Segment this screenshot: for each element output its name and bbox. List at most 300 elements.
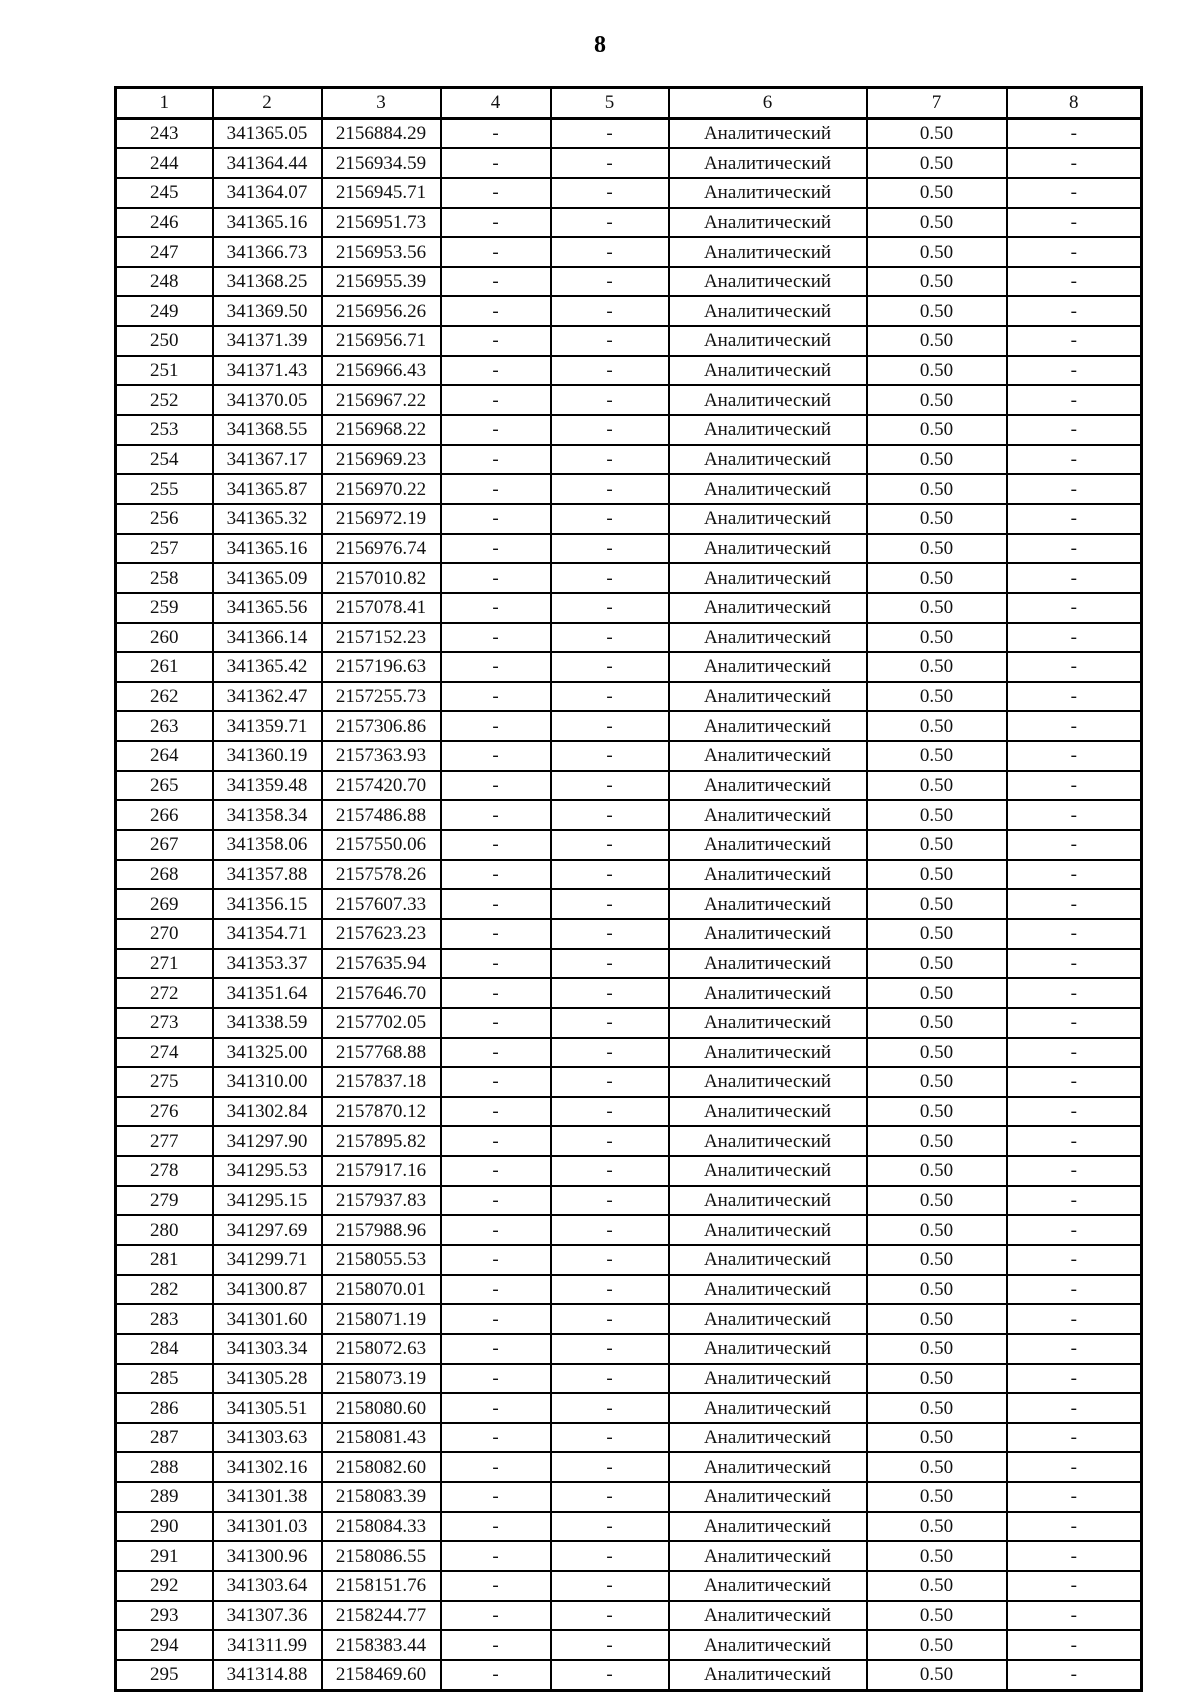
cell-col-4: - bbox=[441, 148, 551, 178]
cell-col-5: - bbox=[551, 445, 669, 475]
cell-method: Аналитический bbox=[669, 1126, 867, 1156]
cell-col-5: - bbox=[551, 1126, 669, 1156]
cell-col-4: - bbox=[441, 1571, 551, 1601]
cell-col-4: - bbox=[441, 1630, 551, 1660]
cell-col-8: - bbox=[1007, 1097, 1142, 1127]
table-header-row bbox=[116, 88, 1142, 119]
cell-x-coordinate: 341305.51 bbox=[213, 1393, 322, 1423]
coordinates-table bbox=[114, 86, 1143, 1692]
cell-col-5: - bbox=[551, 563, 669, 593]
cell-x-coordinate: 341366.73 bbox=[213, 237, 322, 267]
cell-method: Аналитический bbox=[669, 771, 867, 801]
cell-accuracy: 0.50 bbox=[867, 1215, 1007, 1245]
cell-accuracy: 0.50 bbox=[867, 1452, 1007, 1482]
cell-x-coordinate: 341351.64 bbox=[213, 978, 322, 1008]
cell-col-4: - bbox=[441, 208, 551, 238]
cell-col-4: - bbox=[441, 445, 551, 475]
cell-point-number: 272 bbox=[116, 978, 213, 1008]
table-row bbox=[116, 682, 1142, 712]
cell-method: Аналитический bbox=[669, 830, 867, 860]
cell-accuracy: 0.50 bbox=[867, 208, 1007, 238]
cell-col-4: - bbox=[441, 978, 551, 1008]
cell-y-coordinate: 2158244.77 bbox=[322, 1601, 441, 1631]
cell-point-number: 266 bbox=[116, 800, 213, 830]
cell-y-coordinate: 2158469.60 bbox=[322, 1660, 441, 1690]
cell-x-coordinate: 341371.43 bbox=[213, 356, 322, 386]
table-row bbox=[116, 1423, 1142, 1453]
cell-col-8: - bbox=[1007, 1393, 1142, 1423]
cell-accuracy: 0.50 bbox=[867, 1097, 1007, 1127]
cell-method: Аналитический bbox=[669, 682, 867, 712]
cell-accuracy: 0.50 bbox=[867, 978, 1007, 1008]
cell-col-4: - bbox=[441, 1541, 551, 1571]
cell-col-4: - bbox=[441, 563, 551, 593]
table-row bbox=[116, 1601, 1142, 1631]
cell-accuracy: 0.50 bbox=[867, 563, 1007, 593]
cell-point-number: 262 bbox=[116, 682, 213, 712]
cell-point-number: 285 bbox=[116, 1364, 213, 1394]
cell-col-5: - bbox=[551, 296, 669, 326]
cell-accuracy: 0.50 bbox=[867, 860, 1007, 890]
cell-col-5: - bbox=[551, 1156, 669, 1186]
cell-point-number: 277 bbox=[116, 1126, 213, 1156]
cell-y-coordinate: 2156956.26 bbox=[322, 296, 441, 326]
cell-y-coordinate: 2158084.33 bbox=[322, 1512, 441, 1542]
cell-point-number: 246 bbox=[116, 208, 213, 238]
cell-accuracy: 0.50 bbox=[867, 1630, 1007, 1660]
cell-method: Аналитический bbox=[669, 919, 867, 949]
cell-accuracy: 0.50 bbox=[867, 267, 1007, 297]
cell-x-coordinate: 341365.16 bbox=[213, 208, 322, 238]
cell-accuracy: 0.50 bbox=[867, 1038, 1007, 1068]
cell-y-coordinate: 2156934.59 bbox=[322, 148, 441, 178]
cell-method: Аналитический bbox=[669, 148, 867, 178]
cell-col-5: - bbox=[551, 593, 669, 623]
cell-accuracy: 0.50 bbox=[867, 1393, 1007, 1423]
cell-x-coordinate: 341365.09 bbox=[213, 563, 322, 593]
cell-col-4: - bbox=[441, 1304, 551, 1334]
cell-x-coordinate: 341354.71 bbox=[213, 919, 322, 949]
cell-accuracy: 0.50 bbox=[867, 800, 1007, 830]
table-row bbox=[116, 237, 1142, 267]
table-row bbox=[116, 1541, 1142, 1571]
cell-y-coordinate: 2157768.88 bbox=[322, 1038, 441, 1068]
cell-accuracy: 0.50 bbox=[867, 1571, 1007, 1601]
cell-col-8: - bbox=[1007, 1541, 1142, 1571]
cell-col-4: - bbox=[441, 296, 551, 326]
table-row bbox=[116, 1571, 1142, 1601]
table-row bbox=[116, 1364, 1142, 1394]
cell-point-number: 265 bbox=[116, 771, 213, 801]
cell-y-coordinate: 2158055.53 bbox=[322, 1245, 441, 1275]
cell-col-5: - bbox=[551, 1512, 669, 1542]
cell-col-4: - bbox=[441, 1245, 551, 1275]
cell-point-number: 291 bbox=[116, 1541, 213, 1571]
cell-col-5: - bbox=[551, 652, 669, 682]
cell-col-4: - bbox=[441, 1512, 551, 1542]
cell-accuracy: 0.50 bbox=[867, 534, 1007, 564]
cell-method: Аналитический bbox=[669, 296, 867, 326]
cell-method: Аналитический bbox=[669, 1008, 867, 1038]
cell-point-number: 270 bbox=[116, 919, 213, 949]
cell-point-number: 280 bbox=[116, 1215, 213, 1245]
cell-method: Аналитический bbox=[669, 1334, 867, 1364]
cell-col-5: - bbox=[551, 919, 669, 949]
cell-col-8: - bbox=[1007, 1334, 1142, 1364]
table-row bbox=[116, 741, 1142, 771]
cell-x-coordinate: 341368.55 bbox=[213, 415, 322, 445]
column-header-4: 4 bbox=[441, 88, 551, 119]
cell-col-4: - bbox=[441, 504, 551, 534]
table-row bbox=[116, 148, 1142, 178]
cell-y-coordinate: 2156955.39 bbox=[322, 267, 441, 297]
cell-method: Аналитический bbox=[669, 889, 867, 919]
cell-x-coordinate: 341365.16 bbox=[213, 534, 322, 564]
cell-col-5: - bbox=[551, 1334, 669, 1364]
cell-col-8: - bbox=[1007, 1571, 1142, 1601]
cell-point-number: 281 bbox=[116, 1245, 213, 1275]
cell-accuracy: 0.50 bbox=[867, 949, 1007, 979]
cell-y-coordinate: 2157988.96 bbox=[322, 1215, 441, 1245]
cell-x-coordinate: 341369.50 bbox=[213, 296, 322, 326]
cell-x-coordinate: 341325.00 bbox=[213, 1038, 322, 1068]
cell-x-coordinate: 341301.60 bbox=[213, 1304, 322, 1334]
cell-col-5: - bbox=[551, 1038, 669, 1068]
cell-y-coordinate: 2156970.22 bbox=[322, 474, 441, 504]
cell-x-coordinate: 341364.07 bbox=[213, 178, 322, 208]
cell-col-5: - bbox=[551, 326, 669, 356]
cell-accuracy: 0.50 bbox=[867, 830, 1007, 860]
cell-col-4: - bbox=[441, 1364, 551, 1394]
cell-col-8: - bbox=[1007, 1364, 1142, 1394]
cell-x-coordinate: 341305.28 bbox=[213, 1364, 322, 1394]
cell-y-coordinate: 2157486.88 bbox=[322, 800, 441, 830]
cell-x-coordinate: 341356.15 bbox=[213, 889, 322, 919]
cell-y-coordinate: 2158071.19 bbox=[322, 1304, 441, 1334]
cell-y-coordinate: 2156976.74 bbox=[322, 534, 441, 564]
cell-point-number: 261 bbox=[116, 652, 213, 682]
cell-col-5: - bbox=[551, 504, 669, 534]
cell-method: Аналитический bbox=[669, 652, 867, 682]
cell-accuracy: 0.50 bbox=[867, 1334, 1007, 1364]
cell-x-coordinate: 341367.17 bbox=[213, 445, 322, 475]
cell-point-number: 288 bbox=[116, 1452, 213, 1482]
cell-col-8: - bbox=[1007, 800, 1142, 830]
table-row bbox=[116, 326, 1142, 356]
cell-x-coordinate: 341338.59 bbox=[213, 1008, 322, 1038]
cell-col-4: - bbox=[441, 267, 551, 297]
table-row bbox=[116, 1482, 1142, 1512]
cell-point-number: 287 bbox=[116, 1423, 213, 1453]
cell-col-8: - bbox=[1007, 1008, 1142, 1038]
cell-col-5: - bbox=[551, 1541, 669, 1571]
cell-method: Аналитический bbox=[669, 1364, 867, 1394]
cell-y-coordinate: 2157078.41 bbox=[322, 593, 441, 623]
column-header-1: 1 bbox=[116, 88, 213, 119]
cell-point-number: 271 bbox=[116, 949, 213, 979]
cell-y-coordinate: 2158151.76 bbox=[322, 1571, 441, 1601]
cell-x-coordinate: 341365.56 bbox=[213, 593, 322, 623]
table-row bbox=[116, 623, 1142, 653]
cell-y-coordinate: 2156966.43 bbox=[322, 356, 441, 386]
cell-col-8: - bbox=[1007, 178, 1142, 208]
cell-point-number: 278 bbox=[116, 1156, 213, 1186]
cell-col-8: - bbox=[1007, 237, 1142, 267]
cell-col-5: - bbox=[551, 1452, 669, 1482]
cell-accuracy: 0.50 bbox=[867, 148, 1007, 178]
cell-point-number: 295 bbox=[116, 1660, 213, 1690]
table-row bbox=[116, 1660, 1142, 1690]
cell-col-8: - bbox=[1007, 1304, 1142, 1334]
cell-method: Аналитический bbox=[669, 474, 867, 504]
cell-x-coordinate: 341310.00 bbox=[213, 1067, 322, 1097]
cell-point-number: 257 bbox=[116, 534, 213, 564]
cell-col-4: - bbox=[441, 1482, 551, 1512]
cell-method: Аналитический bbox=[669, 949, 867, 979]
cell-col-8: - bbox=[1007, 1512, 1142, 1542]
cell-method: Аналитический bbox=[669, 1482, 867, 1512]
table-row bbox=[116, 800, 1142, 830]
cell-x-coordinate: 341365.32 bbox=[213, 504, 322, 534]
cell-col-8: - bbox=[1007, 445, 1142, 475]
cell-accuracy: 0.50 bbox=[867, 474, 1007, 504]
cell-accuracy: 0.50 bbox=[867, 1660, 1007, 1690]
cell-col-8: - bbox=[1007, 771, 1142, 801]
cell-col-8: - bbox=[1007, 504, 1142, 534]
cell-y-coordinate: 2157837.18 bbox=[322, 1067, 441, 1097]
cell-col-4: - bbox=[441, 860, 551, 890]
cell-y-coordinate: 2158383.44 bbox=[322, 1630, 441, 1660]
cell-method: Аналитический bbox=[669, 978, 867, 1008]
cell-y-coordinate: 2156945.71 bbox=[322, 178, 441, 208]
cell-x-coordinate: 341302.84 bbox=[213, 1097, 322, 1127]
cell-point-number: 243 bbox=[116, 118, 213, 148]
cell-accuracy: 0.50 bbox=[867, 1423, 1007, 1453]
table-row bbox=[116, 474, 1142, 504]
cell-y-coordinate: 2157917.16 bbox=[322, 1156, 441, 1186]
cell-y-coordinate: 2157870.12 bbox=[322, 1097, 441, 1127]
cell-col-4: - bbox=[441, 623, 551, 653]
cell-point-number: 267 bbox=[116, 830, 213, 860]
cell-y-coordinate: 2156884.29 bbox=[322, 118, 441, 148]
cell-col-4: - bbox=[441, 415, 551, 445]
cell-point-number: 268 bbox=[116, 860, 213, 890]
cell-method: Аналитический bbox=[669, 1601, 867, 1631]
table-row bbox=[116, 949, 1142, 979]
table-row bbox=[116, 1186, 1142, 1216]
cell-point-number: 293 bbox=[116, 1601, 213, 1631]
cell-accuracy: 0.50 bbox=[867, 1126, 1007, 1156]
cell-x-coordinate: 341353.37 bbox=[213, 949, 322, 979]
cell-point-number: 248 bbox=[116, 267, 213, 297]
cell-point-number: 294 bbox=[116, 1630, 213, 1660]
cell-col-8: - bbox=[1007, 1660, 1142, 1690]
cell-y-coordinate: 2158081.43 bbox=[322, 1423, 441, 1453]
cell-col-8: - bbox=[1007, 267, 1142, 297]
cell-y-coordinate: 2158080.60 bbox=[322, 1393, 441, 1423]
column-header-8: 8 bbox=[1007, 88, 1142, 119]
cell-point-number: 249 bbox=[116, 296, 213, 326]
page-number: 8 bbox=[594, 32, 606, 58]
cell-col-5: - bbox=[551, 1215, 669, 1245]
cell-method: Аналитический bbox=[669, 385, 867, 415]
cell-point-number: 244 bbox=[116, 148, 213, 178]
table-row bbox=[116, 711, 1142, 741]
table-row bbox=[116, 1008, 1142, 1038]
cell-accuracy: 0.50 bbox=[867, 711, 1007, 741]
cell-accuracy: 0.50 bbox=[867, 889, 1007, 919]
cell-col-8: - bbox=[1007, 118, 1142, 148]
cell-col-4: - bbox=[441, 1186, 551, 1216]
cell-col-4: - bbox=[441, 741, 551, 771]
column-header-6: 6 bbox=[669, 88, 867, 119]
cell-col-5: - bbox=[551, 1482, 669, 1512]
cell-col-8: - bbox=[1007, 830, 1142, 860]
cell-col-8: - bbox=[1007, 1156, 1142, 1186]
cell-method: Аналитический bbox=[669, 860, 867, 890]
table-row bbox=[116, 267, 1142, 297]
table-body bbox=[116, 118, 1142, 1690]
cell-accuracy: 0.50 bbox=[867, 504, 1007, 534]
cell-col-4: - bbox=[441, 711, 551, 741]
cell-method: Аналитический bbox=[669, 356, 867, 386]
cell-col-8: - bbox=[1007, 1452, 1142, 1482]
cell-method: Аналитический bbox=[669, 504, 867, 534]
cell-point-number: 276 bbox=[116, 1097, 213, 1127]
table-row bbox=[116, 1275, 1142, 1305]
cell-method: Аналитический bbox=[669, 623, 867, 653]
cell-x-coordinate: 341366.14 bbox=[213, 623, 322, 653]
cell-x-coordinate: 341365.87 bbox=[213, 474, 322, 504]
cell-y-coordinate: 2157306.86 bbox=[322, 711, 441, 741]
cell-col-8: - bbox=[1007, 1038, 1142, 1068]
cell-col-8: - bbox=[1007, 208, 1142, 238]
cell-y-coordinate: 2158072.63 bbox=[322, 1334, 441, 1364]
cell-col-4: - bbox=[441, 237, 551, 267]
cell-col-5: - bbox=[551, 178, 669, 208]
cell-y-coordinate: 2157646.70 bbox=[322, 978, 441, 1008]
cell-col-8: - bbox=[1007, 1215, 1142, 1245]
cell-col-5: - bbox=[551, 1630, 669, 1660]
table-row bbox=[116, 1067, 1142, 1097]
cell-x-coordinate: 341314.88 bbox=[213, 1660, 322, 1690]
cell-method: Аналитический bbox=[669, 445, 867, 475]
table-row bbox=[116, 919, 1142, 949]
cell-col-4: - bbox=[441, 771, 551, 801]
cell-accuracy: 0.50 bbox=[867, 1541, 1007, 1571]
cell-point-number: 269 bbox=[116, 889, 213, 919]
table-row bbox=[116, 652, 1142, 682]
cell-col-5: - bbox=[551, 741, 669, 771]
cell-col-4: - bbox=[441, 889, 551, 919]
table-row bbox=[116, 1334, 1142, 1364]
cell-col-8: - bbox=[1007, 356, 1142, 386]
cell-col-4: - bbox=[441, 1008, 551, 1038]
cell-point-number: 251 bbox=[116, 356, 213, 386]
cell-col-4: - bbox=[441, 830, 551, 860]
table-row bbox=[116, 1630, 1142, 1660]
cell-col-4: - bbox=[441, 534, 551, 564]
cell-col-4: - bbox=[441, 1601, 551, 1631]
cell-x-coordinate: 341370.05 bbox=[213, 385, 322, 415]
cell-method: Аналитический bbox=[669, 1630, 867, 1660]
cell-point-number: 250 bbox=[116, 326, 213, 356]
table-row bbox=[116, 534, 1142, 564]
cell-col-8: - bbox=[1007, 296, 1142, 326]
cell-col-8: - bbox=[1007, 1601, 1142, 1631]
table-row bbox=[116, 1215, 1142, 1245]
cell-y-coordinate: 2157623.23 bbox=[322, 919, 441, 949]
cell-method: Аналитический bbox=[669, 1423, 867, 1453]
cell-col-5: - bbox=[551, 1067, 669, 1097]
table-row bbox=[116, 178, 1142, 208]
cell-accuracy: 0.50 bbox=[867, 1304, 1007, 1334]
cell-point-number: 274 bbox=[116, 1038, 213, 1068]
cell-x-coordinate: 341307.36 bbox=[213, 1601, 322, 1631]
cell-col-8: - bbox=[1007, 682, 1142, 712]
cell-method: Аналитический bbox=[669, 534, 867, 564]
cell-col-8: - bbox=[1007, 534, 1142, 564]
cell-accuracy: 0.50 bbox=[867, 1008, 1007, 1038]
cell-col-8: - bbox=[1007, 415, 1142, 445]
cell-col-5: - bbox=[551, 1097, 669, 1127]
cell-method: Аналитический bbox=[669, 415, 867, 445]
cell-method: Аналитический bbox=[669, 1393, 867, 1423]
cell-y-coordinate: 2158070.01 bbox=[322, 1275, 441, 1305]
cell-x-coordinate: 341368.25 bbox=[213, 267, 322, 297]
cell-y-coordinate: 2156953.56 bbox=[322, 237, 441, 267]
cell-y-coordinate: 2157578.26 bbox=[322, 860, 441, 890]
cell-y-coordinate: 2157255.73 bbox=[322, 682, 441, 712]
cell-method: Аналитический bbox=[669, 1571, 867, 1601]
cell-col-8: - bbox=[1007, 148, 1142, 178]
cell-col-5: - bbox=[551, 889, 669, 919]
cell-point-number: 255 bbox=[116, 474, 213, 504]
table-row bbox=[116, 978, 1142, 1008]
cell-method: Аналитический bbox=[669, 1245, 867, 1275]
cell-col-5: - bbox=[551, 623, 669, 653]
cell-col-5: - bbox=[551, 1601, 669, 1631]
cell-accuracy: 0.50 bbox=[867, 385, 1007, 415]
table-row bbox=[116, 1393, 1142, 1423]
cell-col-4: - bbox=[441, 1215, 551, 1245]
cell-col-4: - bbox=[441, 1275, 551, 1305]
cell-accuracy: 0.50 bbox=[867, 741, 1007, 771]
cell-col-5: - bbox=[551, 356, 669, 386]
cell-x-coordinate: 341300.96 bbox=[213, 1541, 322, 1571]
cell-col-4: - bbox=[441, 652, 551, 682]
cell-accuracy: 0.50 bbox=[867, 1186, 1007, 1216]
cell-accuracy: 0.50 bbox=[867, 415, 1007, 445]
cell-point-number: 292 bbox=[116, 1571, 213, 1601]
cell-y-coordinate: 2157196.63 bbox=[322, 652, 441, 682]
cell-y-coordinate: 2156956.71 bbox=[322, 326, 441, 356]
cell-y-coordinate: 2156968.22 bbox=[322, 415, 441, 445]
cell-col-5: - bbox=[551, 949, 669, 979]
cell-x-coordinate: 341303.63 bbox=[213, 1423, 322, 1453]
cell-col-8: - bbox=[1007, 385, 1142, 415]
table-row bbox=[116, 296, 1142, 326]
cell-col-8: - bbox=[1007, 949, 1142, 979]
cell-col-8: - bbox=[1007, 1630, 1142, 1660]
table-row bbox=[116, 1038, 1142, 1068]
cell-col-4: - bbox=[441, 1097, 551, 1127]
cell-point-number: 275 bbox=[116, 1067, 213, 1097]
cell-accuracy: 0.50 bbox=[867, 1512, 1007, 1542]
table-row bbox=[116, 445, 1142, 475]
cell-col-8: - bbox=[1007, 1275, 1142, 1305]
cell-col-8: - bbox=[1007, 474, 1142, 504]
